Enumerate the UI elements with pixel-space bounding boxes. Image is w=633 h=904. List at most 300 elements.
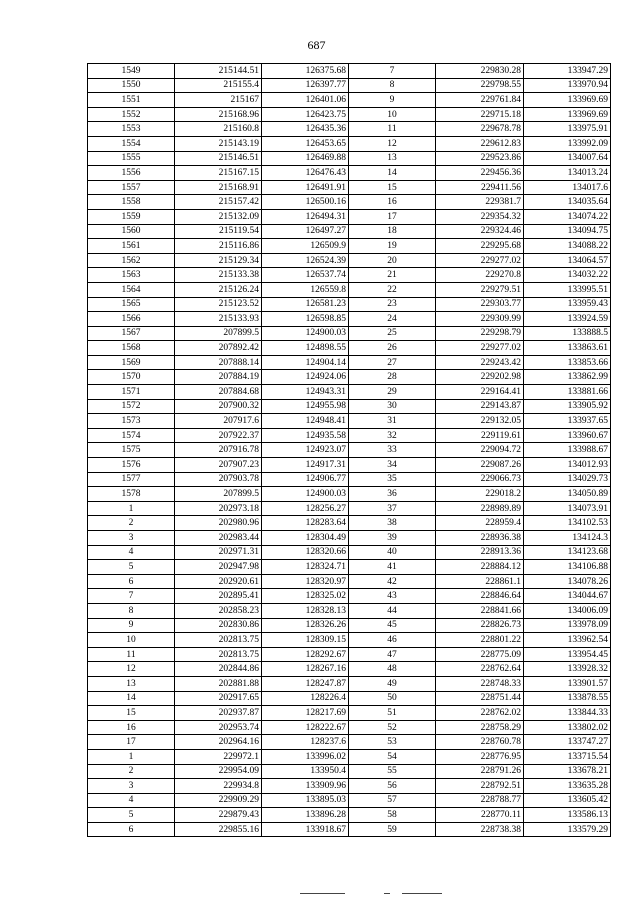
y-coordinate-b-cell: 133995.51 [524,282,611,297]
table-row [88,764,611,779]
y-coordinate-a-cell: 126500.16 [262,195,349,210]
point-number-a-cell: 1575 [88,443,175,458]
y-coordinate-b-cell: 133924.59 [524,312,611,327]
point-number-a-cell: 3 [88,531,175,546]
table-row [88,239,611,254]
point-number-b-cell: 12 [349,136,436,151]
table-row [88,136,611,151]
table-row [88,706,611,721]
y-coordinate-a-cell: 128325.02 [262,589,349,604]
x-coordinate-b-cell: 228775.09 [436,647,524,662]
point-number-b-cell: 31 [349,414,436,429]
y-coordinate-b-cell: 134078.26 [524,574,611,589]
x-coordinate-b-cell: 228913.36 [436,545,524,560]
x-coordinate-b-cell: 228748.33 [436,676,524,691]
x-coordinate-b-cell: 229277.02 [436,341,524,356]
x-coordinate-b-cell: 228846.64 [436,589,524,604]
x-coordinate-b-cell: 229066.73 [436,472,524,487]
point-number-b-cell: 45 [349,618,436,633]
y-coordinate-b-cell: 133962.54 [524,633,611,648]
table-row [88,691,611,706]
point-number-a-cell: 1578 [88,487,175,502]
x-coordinate-a-cell: 207899.5 [175,326,262,341]
table-row [88,472,611,487]
y-coordinate-a-cell: 128292.67 [262,647,349,662]
point-number-b-cell: 41 [349,560,436,575]
point-number-a-cell: 1568 [88,341,175,356]
point-number-b-cell: 35 [349,472,436,487]
y-coordinate-a-cell: 133895.03 [262,793,349,808]
x-coordinate-b-cell: 228936.38 [436,531,524,546]
x-coordinate-a-cell: 202813.75 [175,633,262,648]
x-coordinate-a-cell: 215119.54 [175,224,262,239]
point-number-b-cell: 47 [349,647,436,662]
x-coordinate-b-cell: 229324.46 [436,224,524,239]
x-coordinate-b-cell: 229270.8 [436,268,524,283]
table-row [88,676,611,691]
x-coordinate-b-cell: 229523.86 [436,151,524,166]
x-coordinate-a-cell: 229855.16 [175,822,262,837]
point-number-b-cell: 55 [349,764,436,779]
y-coordinate-b-cell: 133844.33 [524,706,611,721]
table-row [88,443,611,458]
x-coordinate-a-cell: 215167 [175,93,262,108]
point-number-a-cell: 6 [88,822,175,837]
y-coordinate-b-cell: 133888.5 [524,326,611,341]
point-number-b-cell: 23 [349,297,436,312]
table-row [88,326,611,341]
x-coordinate-b-cell: 228884.12 [436,560,524,575]
point-number-b-cell: 32 [349,428,436,443]
point-number-b-cell: 50 [349,691,436,706]
y-coordinate-b-cell: 134032.22 [524,268,611,283]
x-coordinate-b-cell: 228989.89 [436,501,524,516]
x-coordinate-a-cell: 215167.15 [175,166,262,181]
x-coordinate-a-cell: 202964.16 [175,735,262,750]
y-coordinate-b-cell: 134012.93 [524,458,611,473]
y-coordinate-a-cell: 128237.6 [262,735,349,750]
table-row [88,618,611,633]
y-coordinate-a-cell: 126375.68 [262,64,349,79]
y-coordinate-a-cell: 126401.06 [262,93,349,108]
y-coordinate-b-cell: 134029.73 [524,472,611,487]
y-coordinate-a-cell: 124898.55 [262,341,349,356]
y-coordinate-a-cell: 126537.74 [262,268,349,283]
x-coordinate-b-cell: 228770.11 [436,808,524,823]
y-coordinate-b-cell: 134073.91 [524,501,611,516]
x-coordinate-a-cell: 202917.65 [175,691,262,706]
x-coordinate-a-cell: 229934.8 [175,779,262,794]
y-coordinate-a-cell: 124923.07 [262,443,349,458]
point-number-b-cell: 43 [349,589,436,604]
x-coordinate-b-cell: 228792.51 [436,779,524,794]
table-row [88,93,611,108]
point-number-b-cell: 15 [349,180,436,195]
table-row [88,545,611,560]
x-coordinate-a-cell: 207884.68 [175,385,262,400]
table-row [88,574,611,589]
y-coordinate-a-cell: 124955.98 [262,399,349,414]
y-coordinate-b-cell: 134013.24 [524,166,611,181]
x-coordinate-b-cell: 229143.87 [436,399,524,414]
x-coordinate-a-cell: 202830.86 [175,618,262,633]
y-coordinate-b-cell: 133975.91 [524,122,611,137]
y-coordinate-a-cell: 133909.96 [262,779,349,794]
table-row [88,720,611,735]
x-coordinate-b-cell: 228791.26 [436,764,524,779]
point-number-b-cell: 20 [349,253,436,268]
point-number-a-cell: 6 [88,574,175,589]
y-coordinate-b-cell: 133988.67 [524,443,611,458]
point-number-b-cell: 19 [349,239,436,254]
table-row [88,501,611,516]
point-number-a-cell: 1562 [88,253,175,268]
x-coordinate-a-cell: 215157.42 [175,195,262,210]
x-coordinate-b-cell: 229411.56 [436,180,524,195]
y-coordinate-a-cell: 126453.65 [262,136,349,151]
point-number-a-cell: 1556 [88,166,175,181]
table-row [88,428,611,443]
y-coordinate-b-cell: 134044.67 [524,589,611,604]
y-coordinate-a-cell: 133950.4 [262,764,349,779]
x-coordinate-a-cell: 215133.93 [175,312,262,327]
table-row [88,385,611,400]
table-row [88,122,611,137]
point-number-a-cell: 1549 [88,64,175,79]
point-number-b-cell: 13 [349,151,436,166]
x-coordinate-b-cell: 229018.2 [436,487,524,502]
x-coordinate-b-cell: 228760.78 [436,735,524,750]
y-coordinate-a-cell: 128217.69 [262,706,349,721]
x-coordinate-a-cell: 202813.75 [175,647,262,662]
y-coordinate-b-cell: 133853.66 [524,355,611,370]
x-coordinate-b-cell: 229830.28 [436,64,524,79]
x-coordinate-a-cell: 215144.51 [175,64,262,79]
y-coordinate-b-cell: 133715.54 [524,749,611,764]
point-number-b-cell: 48 [349,662,436,677]
x-coordinate-a-cell: 202953.74 [175,720,262,735]
y-coordinate-b-cell: 134017.6 [524,180,611,195]
footer-line [300,893,345,894]
y-coordinate-b-cell: 133937.65 [524,414,611,429]
point-number-a-cell: 1554 [88,136,175,151]
point-number-b-cell: 34 [349,458,436,473]
table-row [88,516,611,531]
y-coordinate-b-cell: 133969.69 [524,93,611,108]
x-coordinate-a-cell: 215143.19 [175,136,262,151]
point-number-a-cell: 3 [88,779,175,794]
y-coordinate-b-cell: 133901.57 [524,676,611,691]
y-coordinate-a-cell: 128328.13 [262,603,349,618]
y-coordinate-b-cell: 133969.69 [524,107,611,122]
y-coordinate-a-cell: 128324.71 [262,560,349,575]
point-number-a-cell: 7 [88,589,175,604]
x-coordinate-b-cell: 229279.51 [436,282,524,297]
y-coordinate-a-cell: 128267.16 [262,662,349,677]
x-coordinate-a-cell: 202971.31 [175,545,262,560]
point-number-b-cell: 39 [349,531,436,546]
y-coordinate-b-cell: 133747.27 [524,735,611,750]
x-coordinate-b-cell: 228762.02 [436,706,524,721]
x-coordinate-b-cell: 229798.55 [436,78,524,93]
point-number-a-cell: 4 [88,793,175,808]
point-number-b-cell: 56 [349,779,436,794]
y-coordinate-a-cell: 133896.28 [262,808,349,823]
x-coordinate-a-cell: 202920.61 [175,574,262,589]
y-coordinate-b-cell: 133579.29 [524,822,611,837]
table-row [88,603,611,618]
y-coordinate-b-cell: 133960.67 [524,428,611,443]
y-coordinate-a-cell: 124904.14 [262,355,349,370]
point-number-b-cell: 18 [349,224,436,239]
point-number-b-cell: 58 [349,808,436,823]
y-coordinate-a-cell: 124935.58 [262,428,349,443]
x-coordinate-a-cell: 215126.24 [175,282,262,297]
table-row [88,253,611,268]
y-coordinate-a-cell: 126469.88 [262,151,349,166]
point-number-b-cell: 36 [349,487,436,502]
x-coordinate-a-cell: 207900.32 [175,399,262,414]
y-coordinate-b-cell: 134035.64 [524,195,611,210]
x-coordinate-b-cell: 229456.36 [436,166,524,181]
y-coordinate-b-cell: 134074.22 [524,209,611,224]
x-coordinate-b-cell: 228788.77 [436,793,524,808]
footer-line [384,893,390,894]
table-row [88,107,611,122]
table-row [88,531,611,546]
x-coordinate-a-cell: 202973.18 [175,501,262,516]
y-coordinate-a-cell: 126397.77 [262,78,349,93]
point-number-a-cell: 1550 [88,78,175,93]
y-coordinate-a-cell: 128304.49 [262,531,349,546]
x-coordinate-b-cell: 229094.72 [436,443,524,458]
point-number-b-cell: 9 [349,93,436,108]
x-coordinate-a-cell: 207916.78 [175,443,262,458]
table-row [88,195,611,210]
x-coordinate-a-cell: 215132.09 [175,209,262,224]
x-coordinate-a-cell: 229972.1 [175,749,262,764]
point-number-b-cell: 27 [349,355,436,370]
x-coordinate-a-cell: 215129.34 [175,253,262,268]
table-row [88,749,611,764]
x-coordinate-a-cell: 202844.86 [175,662,262,677]
point-number-a-cell: 15 [88,706,175,721]
table-row [88,414,611,429]
point-number-a-cell: 1576 [88,458,175,473]
table-row [88,166,611,181]
y-coordinate-a-cell: 126423.75 [262,107,349,122]
y-coordinate-b-cell: 133970.94 [524,78,611,93]
table-row [88,78,611,93]
x-coordinate-a-cell: 202881.88 [175,676,262,691]
y-coordinate-b-cell: 133635.28 [524,779,611,794]
y-coordinate-a-cell: 126497.27 [262,224,349,239]
point-number-b-cell: 24 [349,312,436,327]
table-row [88,487,611,502]
y-coordinate-a-cell: 128283.64 [262,516,349,531]
x-coordinate-b-cell: 228801.22 [436,633,524,648]
table-row [88,589,611,604]
table-row [88,355,611,370]
point-number-a-cell: 2 [88,764,175,779]
x-coordinate-a-cell: 229954.09 [175,764,262,779]
point-number-a-cell: 1561 [88,239,175,254]
y-coordinate-b-cell: 134123.68 [524,545,611,560]
x-coordinate-b-cell: 229202.98 [436,370,524,385]
point-number-a-cell: 5 [88,560,175,575]
table-row [88,399,611,414]
point-number-a-cell: 8 [88,603,175,618]
y-coordinate-a-cell: 126598.85 [262,312,349,327]
point-number-a-cell: 1 [88,749,175,764]
point-number-b-cell: 44 [349,603,436,618]
y-coordinate-b-cell: 133959.43 [524,297,611,312]
point-number-a-cell: 1574 [88,428,175,443]
table-row [88,779,611,794]
y-coordinate-a-cell: 126509.9 [262,239,349,254]
point-number-b-cell: 28 [349,370,436,385]
y-coordinate-b-cell: 133978.09 [524,618,611,633]
point-number-b-cell: 7 [349,64,436,79]
point-number-b-cell: 57 [349,793,436,808]
point-number-a-cell: 1 [88,501,175,516]
point-number-b-cell: 21 [349,268,436,283]
y-coordinate-a-cell: 133996.02 [262,749,349,764]
x-coordinate-a-cell: 202983.44 [175,531,262,546]
y-coordinate-a-cell: 128309.15 [262,633,349,648]
x-coordinate-b-cell: 229303.77 [436,297,524,312]
x-coordinate-a-cell: 207884.19 [175,370,262,385]
point-number-b-cell: 46 [349,633,436,648]
point-number-a-cell: 1567 [88,326,175,341]
x-coordinate-b-cell: 228841.66 [436,603,524,618]
y-coordinate-b-cell: 133947.29 [524,64,611,79]
y-coordinate-a-cell: 124906.77 [262,472,349,487]
y-coordinate-a-cell: 128320.97 [262,574,349,589]
point-number-a-cell: 1573 [88,414,175,429]
table-row [88,282,611,297]
point-number-b-cell: 53 [349,735,436,750]
y-coordinate-b-cell: 133928.32 [524,662,611,677]
point-number-b-cell: 14 [349,166,436,181]
x-coordinate-b-cell: 229309.99 [436,312,524,327]
point-number-b-cell: 51 [349,706,436,721]
y-coordinate-b-cell: 133878.55 [524,691,611,706]
x-coordinate-b-cell: 229612.83 [436,136,524,151]
x-coordinate-b-cell: 229087.26 [436,458,524,473]
y-coordinate-a-cell: 126494.31 [262,209,349,224]
x-coordinate-a-cell: 229909.29 [175,793,262,808]
point-number-a-cell: 11 [88,647,175,662]
table-row [88,151,611,166]
point-number-a-cell: 1571 [88,385,175,400]
x-coordinate-a-cell: 207922.37 [175,428,262,443]
y-coordinate-a-cell: 128320.66 [262,545,349,560]
y-coordinate-b-cell: 134006.09 [524,603,611,618]
x-coordinate-a-cell: 215160.8 [175,122,262,137]
x-coordinate-b-cell: 228776.95 [436,749,524,764]
table-row [88,341,611,356]
y-coordinate-a-cell: 128256.27 [262,501,349,516]
point-number-b-cell: 42 [349,574,436,589]
y-coordinate-b-cell: 134088.22 [524,239,611,254]
y-coordinate-b-cell: 133905.92 [524,399,611,414]
point-number-a-cell: 2 [88,516,175,531]
x-coordinate-b-cell: 229298.79 [436,326,524,341]
coordinates-table-body [88,64,611,837]
point-number-a-cell: 1558 [88,195,175,210]
x-coordinate-b-cell: 229715.18 [436,107,524,122]
y-coordinate-b-cell: 133586.13 [524,808,611,823]
table-row [88,209,611,224]
table-row [88,735,611,750]
x-coordinate-a-cell: 207888.14 [175,355,262,370]
table-row [88,793,611,808]
x-coordinate-a-cell: 202895.41 [175,589,262,604]
point-number-a-cell: 1577 [88,472,175,487]
y-coordinate-b-cell: 134106.88 [524,560,611,575]
x-coordinate-a-cell: 229879.43 [175,808,262,823]
point-number-b-cell: 22 [349,282,436,297]
point-number-a-cell: 4 [88,545,175,560]
x-coordinate-b-cell: 228751.44 [436,691,524,706]
point-number-b-cell: 49 [349,676,436,691]
x-coordinate-b-cell: 229381.7 [436,195,524,210]
point-number-b-cell: 33 [349,443,436,458]
x-coordinate-a-cell: 202858.23 [175,603,262,618]
y-coordinate-a-cell: 128226.4 [262,691,349,706]
point-number-a-cell: 12 [88,662,175,677]
x-coordinate-a-cell: 202980.96 [175,516,262,531]
point-number-a-cell: 1553 [88,122,175,137]
point-number-b-cell: 8 [349,78,436,93]
table-row [88,180,611,195]
point-number-a-cell: 1572 [88,399,175,414]
point-number-b-cell: 11 [349,122,436,137]
x-coordinate-b-cell: 229132.05 [436,414,524,429]
x-coordinate-a-cell: 207907.23 [175,458,262,473]
table-row [88,297,611,312]
y-coordinate-a-cell: 126435.36 [262,122,349,137]
y-coordinate-b-cell: 133802.02 [524,720,611,735]
point-number-a-cell: 17 [88,735,175,750]
y-coordinate-a-cell: 126491.91 [262,180,349,195]
y-coordinate-b-cell: 133862.99 [524,370,611,385]
y-coordinate-b-cell: 134094.75 [524,224,611,239]
point-number-b-cell: 59 [349,822,436,837]
x-coordinate-b-cell: 228861.1 [436,574,524,589]
table-row [88,633,611,648]
point-number-a-cell: 1564 [88,282,175,297]
x-coordinate-a-cell: 215146.51 [175,151,262,166]
point-number-a-cell: 1566 [88,312,175,327]
table-row [88,224,611,239]
point-number-a-cell: 1555 [88,151,175,166]
point-number-a-cell: 13 [88,676,175,691]
point-number-a-cell: 1560 [88,224,175,239]
x-coordinate-a-cell: 202937.87 [175,706,262,721]
coordinates-table [87,63,611,837]
x-coordinate-a-cell: 215168.91 [175,180,262,195]
y-coordinate-b-cell: 133954.45 [524,647,611,662]
x-coordinate-a-cell: 207899.5 [175,487,262,502]
table-row [88,370,611,385]
y-coordinate-a-cell: 124943.31 [262,385,349,400]
x-coordinate-a-cell: 215155.4 [175,78,262,93]
x-coordinate-a-cell: 207903.78 [175,472,262,487]
table-row [88,662,611,677]
table-row [88,808,611,823]
